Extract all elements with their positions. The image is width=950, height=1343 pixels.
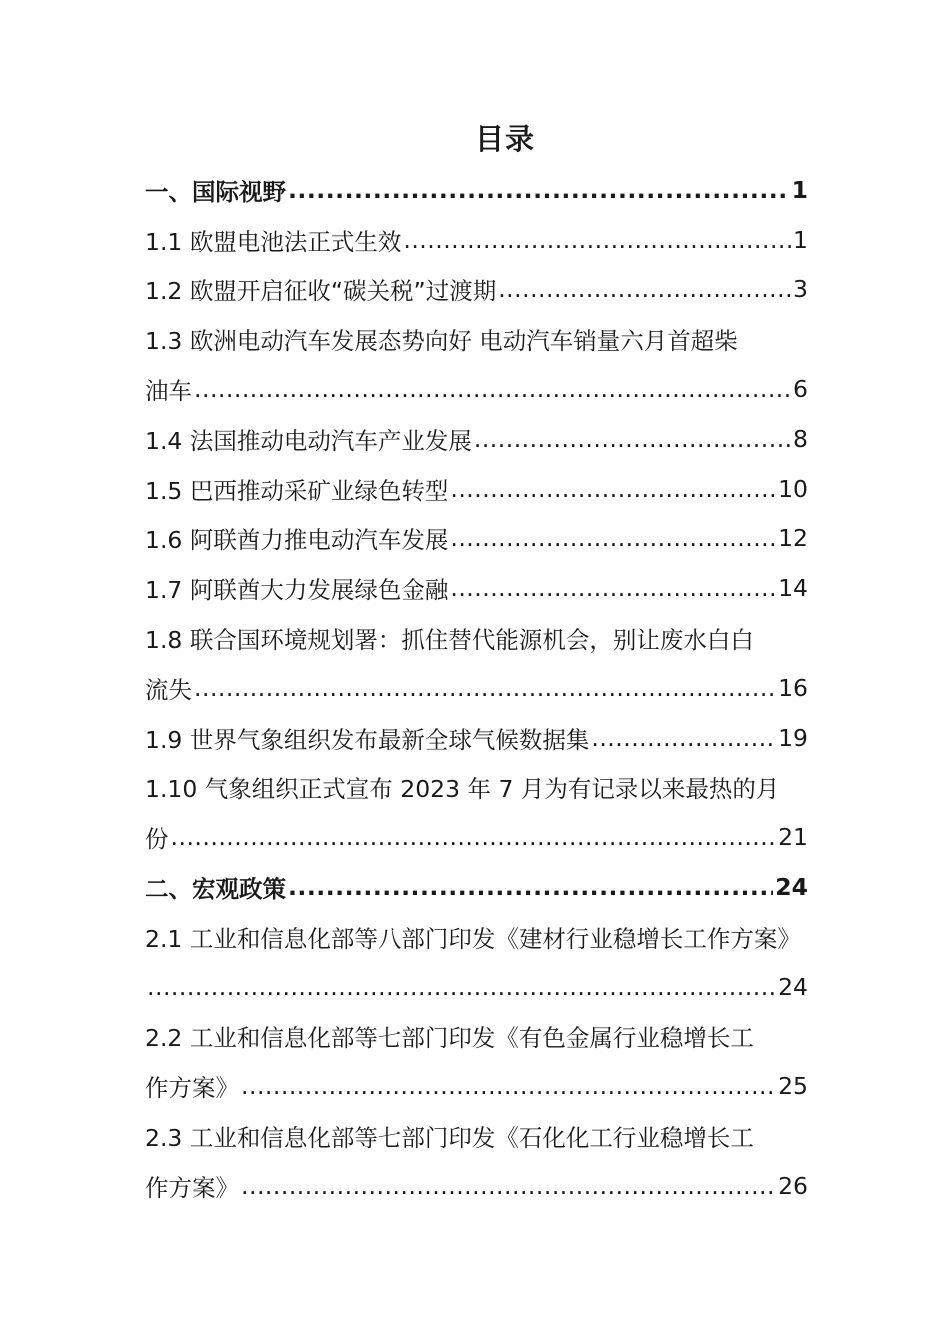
toc-entry-text: 作方案》 [145, 1173, 239, 1202]
toc-entry[interactable] [145, 364, 808, 414]
toc-entry[interactable] [145, 215, 808, 265]
toc-entry-text: 1.10 气象组织正式宣布 2023 年 7 月为有记录以来最热的月 [145, 775, 780, 804]
toc-entry[interactable] [145, 464, 808, 514]
toc-entry[interactable] [145, 912, 808, 962]
toc-entry[interactable] [145, 414, 808, 464]
toc-page-number: 6 [793, 375, 808, 404]
toc-leader-dots [171, 823, 777, 851]
toc-entry[interactable] [145, 1111, 808, 1161]
toc-entry[interactable] [145, 314, 808, 364]
toc-leader-dots [403, 226, 791, 254]
toc-entry[interactable] [145, 862, 808, 912]
toc-entry[interactable] [145, 1161, 808, 1211]
toc-page-number: 16 [778, 673, 808, 702]
toc-entry[interactable] [145, 563, 808, 613]
toc-page-number: 21 [778, 823, 808, 852]
toc-leader-dots [591, 724, 776, 752]
toc-entry-text: 1.8 联合国环境规划署：抓住替代能源机会，别让废水白白 [145, 626, 754, 655]
toc-entry[interactable] [145, 1012, 808, 1062]
toc-entry[interactable] [145, 613, 808, 663]
toc-leader-dots [194, 674, 776, 702]
toc-leader-dots [241, 1072, 776, 1100]
toc-entry-text: 1.4 法国推动电动汽车产业发展 [145, 426, 472, 455]
toc-page-number: 12 [778, 524, 808, 553]
toc-entry[interactable] [145, 165, 808, 215]
toc-page-number: 3 [793, 275, 808, 304]
toc-page-number: 25 [778, 1072, 808, 1101]
toc-entry[interactable] [145, 663, 808, 713]
toc-entry-text: 一、国际视野 [145, 177, 286, 206]
toc-entry-text: 1.2 欧盟开启征收“碳关税”过渡期 [145, 277, 497, 306]
toc-entry-text: 1.5 巴西推动采矿业绿色转型 [145, 476, 449, 505]
toc-entry-text: 2.1 工业和信息化部等八部门印发《建材行业稳增长工作方案》 [145, 924, 801, 953]
toc-page-number: 1 [793, 225, 808, 254]
toc-entry-text: 2.2 工业和信息化部等七部门印发《有色金属行业稳增长工 [145, 1024, 754, 1053]
toc-entry-text: 份 [145, 825, 169, 854]
table-of-contents [145, 165, 808, 1211]
toc-leader-dots [450, 524, 776, 552]
toc-entry-text: 流失 [145, 675, 192, 704]
toc-entry-text: 1.7 阿联酋大力发展绿色金融 [145, 576, 449, 605]
toc-entry[interactable] [145, 962, 808, 1012]
toc-leader-dots [474, 425, 791, 453]
toc-page-number: 1 [791, 175, 808, 204]
toc-entry-text: 2.3 工业和信息化部等七部门印发《石化化工行业稳增长工 [145, 1124, 754, 1153]
toc-page-number: 24 [775, 873, 808, 902]
toc-page-number: 14 [778, 574, 808, 603]
toc-entry-text: 1.9 世界气象组织发布最新全球气候数据集 [145, 725, 590, 754]
toc-entry[interactable] [145, 265, 808, 315]
toc-leader-dots [450, 475, 776, 503]
toc-leader-dots [194, 375, 791, 403]
toc-page-number: 19 [778, 723, 808, 752]
toc-entry[interactable] [145, 763, 808, 813]
toc-entry-text: 作方案》 [145, 1074, 239, 1103]
toc-page-number: 24 [778, 972, 808, 1001]
toc-leader-dots [241, 1172, 776, 1200]
toc-leader-dots [288, 873, 773, 901]
toc-page-number: 26 [778, 1171, 808, 1200]
toc-entry-text: 二、宏观政策 [145, 875, 286, 904]
toc-leader-dots [498, 275, 791, 303]
toc-entry[interactable] [145, 812, 808, 862]
toc-leader-dots [147, 973, 776, 1001]
toc-entry-text: 1.1 欧盟电池法正式生效 [145, 227, 402, 256]
toc-entry[interactable] [145, 713, 808, 763]
toc-page-number: 8 [793, 424, 808, 453]
toc-entry[interactable] [145, 514, 808, 564]
toc-entry-text: 油车 [145, 377, 192, 406]
toc-entry-text: 1.3 欧洲电动汽车发展态势向好 电动汽车销量六月首超柴 [145, 327, 738, 356]
toc-entry-text: 1.6 阿联酋力推电动汽车发展 [145, 526, 449, 555]
toc-page-number: 10 [778, 474, 808, 503]
toc-entry[interactable] [145, 1061, 808, 1111]
toc-leader-dots [288, 176, 790, 204]
toc-leader-dots [450, 574, 776, 602]
toc-title: 目录 [474, 122, 535, 156]
